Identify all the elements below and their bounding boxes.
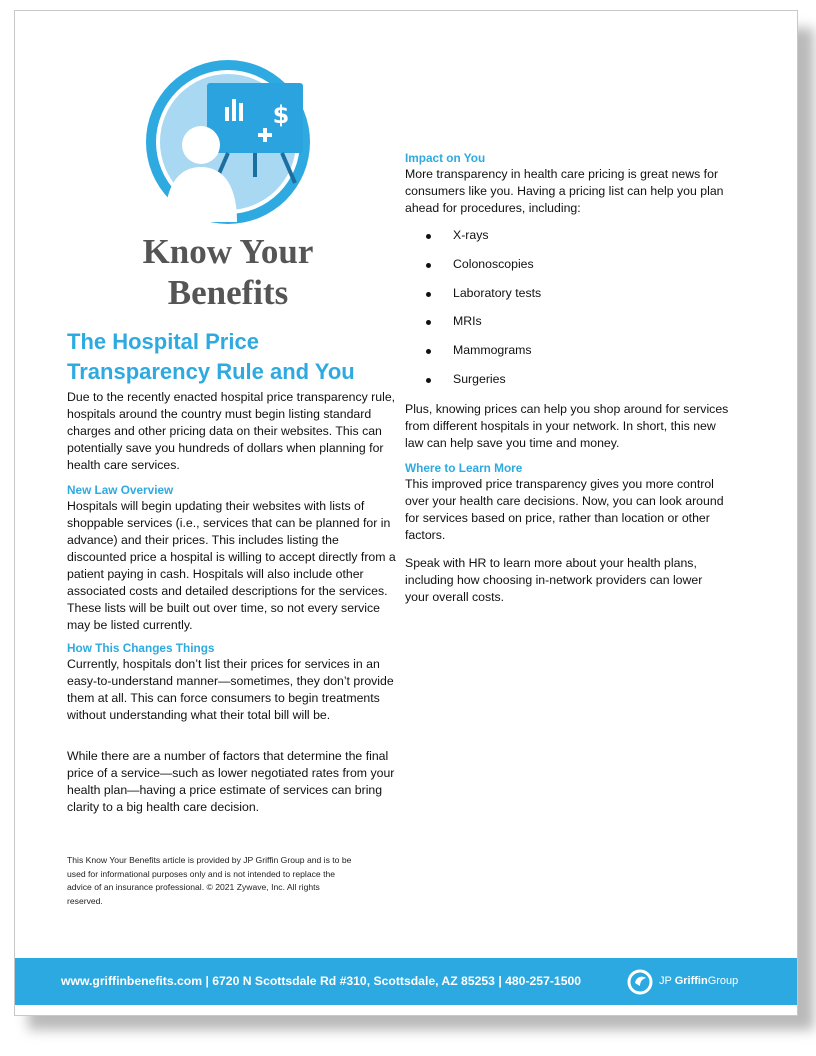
list-item: X-rays xyxy=(453,227,489,244)
changes-paragraph-2: While there are a number of factors that determine the final price of a service—such as lower negotiated rates from your health plan—having a price estimate of services can bring clarity to a big health care decision. xyxy=(67,749,395,814)
document-page xyxy=(14,10,798,1016)
changes-paragraph-1: Currently, hospitals don’t list their prices for services in an easy-to-understand manner—sometimes, they don’t provide them at all. This can force consumers to begin treatments without understanding what their total bill will be. xyxy=(67,657,394,722)
brand-group: Group xyxy=(707,975,739,987)
impact-paragraph: More transparency in health care pricing is great news for consumers like you. Having a pricing list can help you plan ahead for procedures, including: xyxy=(405,167,724,215)
article-title-line1: The Hospital Price xyxy=(67,329,259,354)
intro-paragraph: Due to the recently enacted hospital price transparency rule, hospitals around the country must begin listing standard charges and other pricing data on their websites. This can potentially save you hundreds of dollars when planning for health care services. xyxy=(67,390,396,472)
presentation-board-icon xyxy=(207,83,303,183)
dollar-icon: $ xyxy=(272,101,290,129)
impact-after-paragraph: Plus, knowing prices can help you shop around for services from different hospitals in your network. In short, this new law can help save you time and money. xyxy=(405,402,729,450)
header-title-line2: Benefits xyxy=(167,273,289,312)
changes-heading: How This Changes Things xyxy=(67,641,215,655)
list-item: Mammograms xyxy=(453,342,532,359)
brand-jp: JP xyxy=(659,975,672,987)
brand-griffin: Griffin xyxy=(674,975,708,987)
overview-heading: New Law Overview xyxy=(67,483,174,497)
overview-paragraph: Hospitals will begin updating their websites with lists of shoppable services (i.e., services that can be planned for in advance) and their prices. This includes listing the discounted price a hospital is willing to accept directly from a patient paying in cash. Hospitals will also include other associated costs and detailed descriptions for the services. These lists will be built out over time, so not every service may be listed currently. xyxy=(67,499,396,632)
footer-contact: www.griffinbenefits.com | 6720 N Scottsdale Rd #310, Scottsdale, AZ 85253 | 480-257-1500 xyxy=(61,974,582,988)
footer-bar xyxy=(15,958,797,1005)
griffin-logo-icon xyxy=(627,969,653,995)
disclaimer: This Know Your Benefits article is provided by JP Griffin Group and is to be used for informational purposes only and is not intended to replace the advice of an insurance professional. © 2021 Zywave, Inc. All rights reserved. xyxy=(67,855,352,906)
list-item: MRIs xyxy=(453,313,482,330)
article-title xyxy=(67,327,397,387)
list-item: Colonoscopies xyxy=(453,256,534,273)
header-title-line1: Know Your xyxy=(142,232,314,271)
header-illustration xyxy=(143,57,313,227)
company-logo xyxy=(627,969,757,995)
list-item: Laboratory tests xyxy=(453,285,541,302)
list-item: Surgeries xyxy=(453,371,506,388)
article-title-line2: Transparency Rule and You xyxy=(67,359,355,384)
impact-heading: Impact on You xyxy=(405,151,486,165)
learn-paragraph-1: This improved price transparency gives you more control over your health care decisions. Now, you can look around for services based on price, rather than location or other factors. xyxy=(405,477,724,542)
brand-name xyxy=(659,975,738,987)
learn-paragraph-2: Speak with HR to learn more about your health plans, including how choosing in-network providers can lower your overall costs. xyxy=(405,556,703,604)
header-title xyxy=(115,231,341,313)
learn-heading: Where to Learn More xyxy=(405,461,523,475)
